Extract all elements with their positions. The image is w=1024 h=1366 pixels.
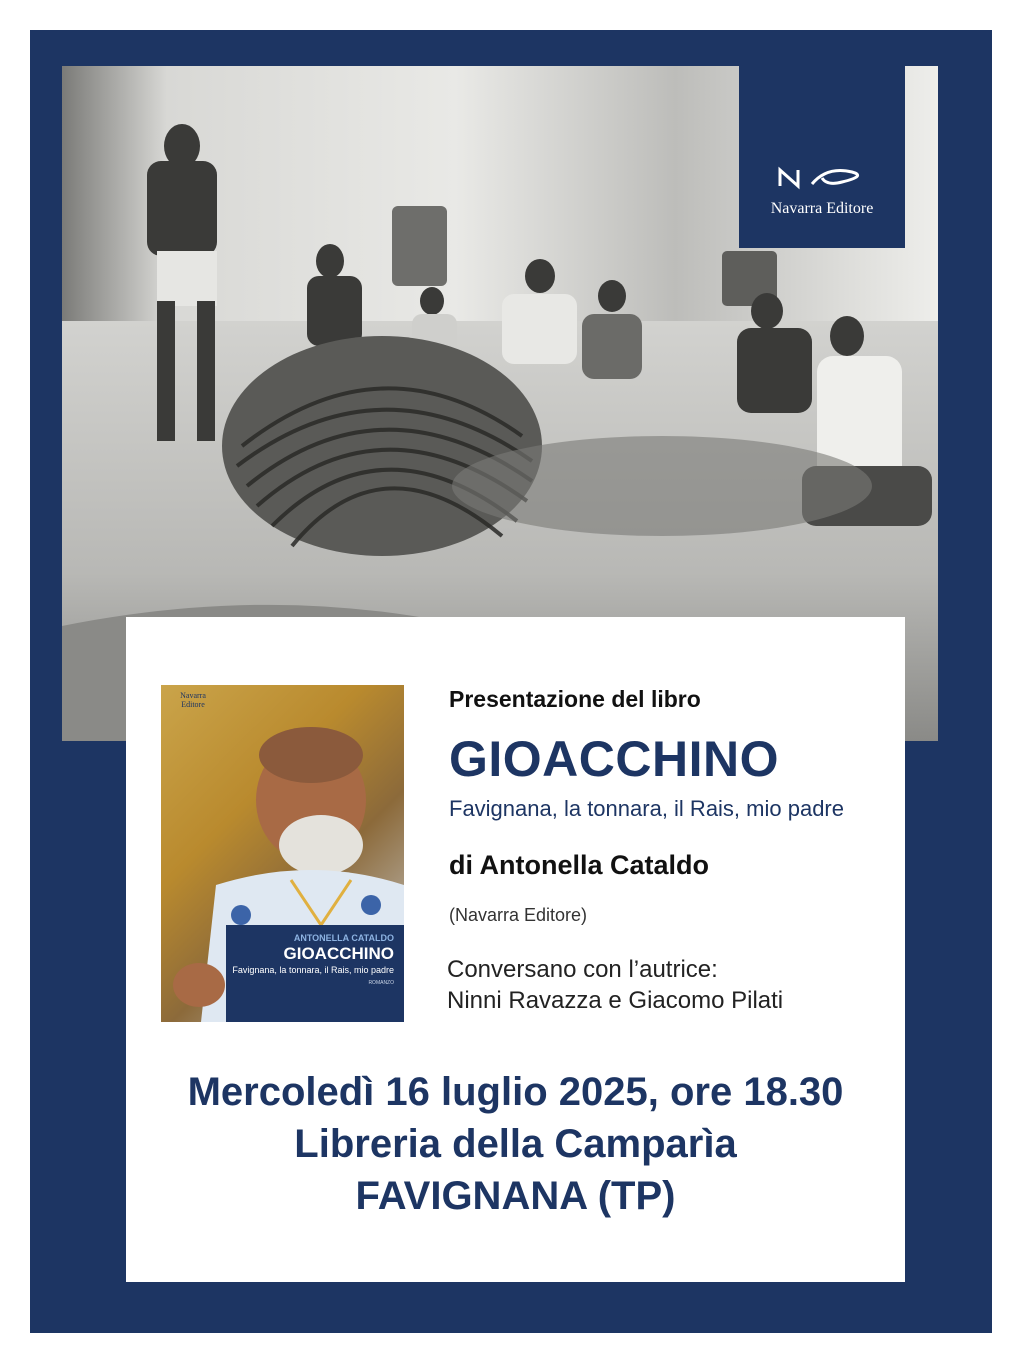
conversation-line-2: Ninni Ravazza e Giacomo Pilati	[447, 987, 784, 1014]
event-venue: Libreria della Camparìa	[294, 1122, 737, 1166]
conversation-line-1: Conversano con l’autrice:	[447, 956, 718, 983]
book-cover-publisher: Navarra Editore	[180, 691, 206, 709]
book-cover-subtitle: Favignana, la tonnara, il Rais, mio padre	[232, 965, 394, 975]
event-details	[126, 1066, 905, 1222]
publisher-logo	[739, 66, 905, 248]
book-cover	[161, 685, 404, 1022]
book-cover-panel	[226, 925, 404, 1022]
book-publisher: (Navarra Editore)	[449, 905, 588, 925]
book-title: GIOACCHINO	[449, 731, 779, 787]
book-cover-genre: ROMANZO	[368, 980, 394, 986]
book-author: di Antonella Cataldo	[449, 850, 710, 880]
event-heading: Presentazione del libro	[449, 686, 701, 712]
event-date: Mercoledì 16 luglio 2025, ore 18.30	[187, 1070, 844, 1114]
book-cover-author: ANTONELLA CATALDO	[293, 933, 394, 943]
conversation-block	[447, 954, 783, 1016]
book-subtitle: Favignana, la tonnara, il Rais, mio padre	[449, 796, 844, 821]
book-cover-title: GIOACCHINO	[283, 944, 394, 963]
publisher-logo-icon	[772, 164, 872, 190]
publisher-name: Navarra Editore	[770, 200, 874, 217]
event-place: FAVIGNANA (TP)	[355, 1174, 676, 1218]
